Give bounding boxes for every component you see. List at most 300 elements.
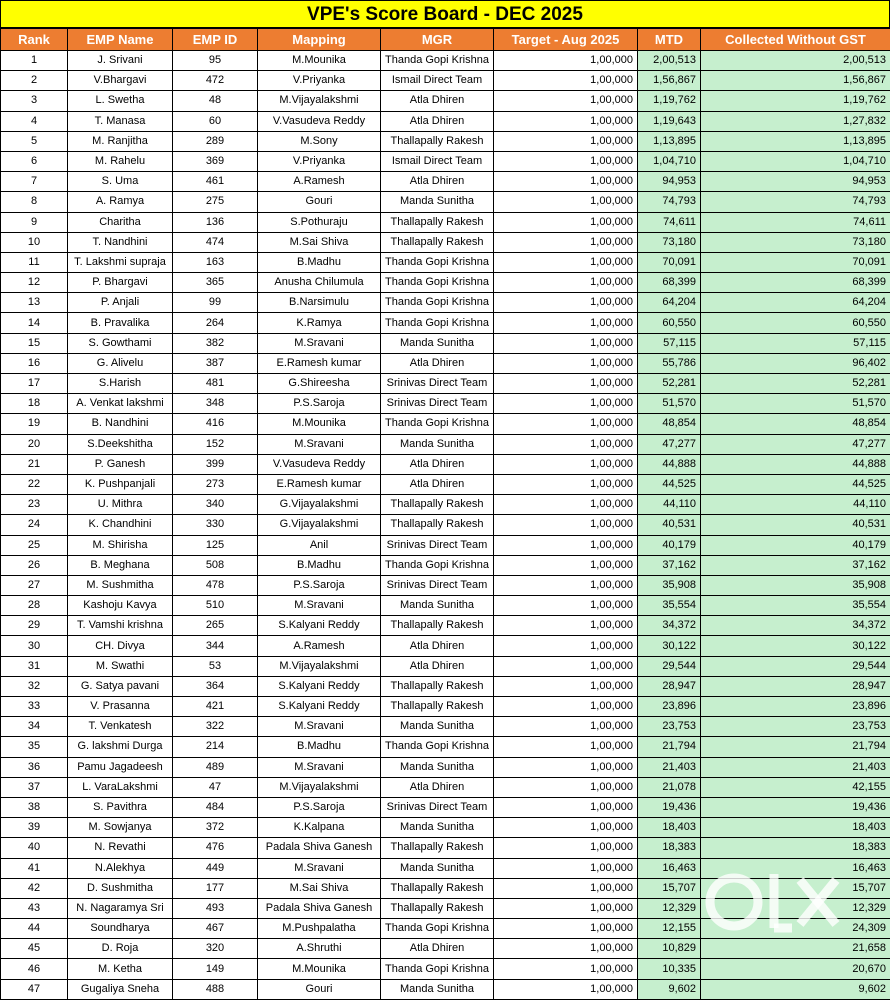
cell-emp-id: 489 [173, 757, 258, 777]
cell-mapping: V.Priyanka [258, 151, 381, 171]
table-row [1, 656, 890, 676]
cell-emp-name: V. Prasanna [68, 697, 173, 717]
cell-emp-name: L. VaraLakshmi [68, 777, 173, 797]
table-row [1, 818, 890, 838]
cell-rank: 40 [1, 838, 68, 858]
cell-collected: 20,670 [701, 959, 890, 979]
cell-mtd: 40,531 [638, 515, 701, 535]
cell-emp-name: Kashoju Kavya [68, 596, 173, 616]
cell-mtd: 21,794 [638, 737, 701, 757]
cell-collected: 40,531 [701, 515, 890, 535]
table-row [1, 616, 890, 636]
cell-emp-name: B. Nandhini [68, 414, 173, 434]
cell-emp-name: K. Pushpanjali [68, 474, 173, 494]
cell-mapping: Anusha Chilumula [258, 273, 381, 293]
cell-emp-name: M. Sushmitha [68, 575, 173, 595]
cell-mapping: M.Sravani [258, 757, 381, 777]
score-table [0, 28, 890, 1000]
cell-rank: 26 [1, 555, 68, 575]
cell-mgr: Thanda Gopi Krishna [381, 737, 494, 757]
cell-collected: 1,13,895 [701, 131, 890, 151]
cell-mapping: K.Kalpana [258, 818, 381, 838]
cell-target: 1,00,000 [494, 111, 638, 131]
cell-mtd: 21,078 [638, 777, 701, 797]
cell-target: 1,00,000 [494, 434, 638, 454]
cell-emp-name: L. Swetha [68, 91, 173, 111]
table-row [1, 515, 890, 535]
cell-mtd: 51,570 [638, 394, 701, 414]
table-row [1, 979, 890, 999]
cell-emp-name: T. Nandhini [68, 232, 173, 252]
cell-rank: 10 [1, 232, 68, 252]
cell-mapping: E.Ramesh kumar [258, 474, 381, 494]
cell-rank: 38 [1, 797, 68, 817]
cell-collected: 51,570 [701, 394, 890, 414]
cell-target: 1,00,000 [494, 959, 638, 979]
cell-rank: 30 [1, 636, 68, 656]
cell-mapping: M.Mounika [258, 959, 381, 979]
table-row [1, 151, 890, 171]
cell-emp-id: 369 [173, 151, 258, 171]
cell-mgr: Manda Sunitha [381, 979, 494, 999]
cell-target: 1,00,000 [494, 293, 638, 313]
cell-mtd: 60,550 [638, 313, 701, 333]
cell-emp-id: 365 [173, 273, 258, 293]
cell-collected: 30,122 [701, 636, 890, 656]
cell-collected: 68,399 [701, 273, 890, 293]
cell-mgr: Thallapally Rakesh [381, 515, 494, 535]
cell-mtd: 73,180 [638, 232, 701, 252]
cell-mtd: 1,04,710 [638, 151, 701, 171]
cell-mtd: 40,179 [638, 535, 701, 555]
cell-mgr: Manda Sunitha [381, 434, 494, 454]
table-row [1, 91, 890, 111]
cell-mapping: M.Sravani [258, 333, 381, 353]
cell-rank: 18 [1, 394, 68, 414]
cell-mgr: Thanda Gopi Krishna [381, 555, 494, 575]
cell-rank: 14 [1, 313, 68, 333]
cell-mapping: E.Ramesh kumar [258, 353, 381, 373]
cell-rank: 34 [1, 717, 68, 737]
cell-mtd: 64,204 [638, 293, 701, 313]
cell-mapping: Anil [258, 535, 381, 555]
cell-mgr: Atla Dhiren [381, 474, 494, 494]
cell-collected: 64,204 [701, 293, 890, 313]
cell-collected: 34,372 [701, 616, 890, 636]
cell-collected: 57,115 [701, 333, 890, 353]
cell-mapping: M.Sravani [258, 434, 381, 454]
cell-mtd: 47,277 [638, 434, 701, 454]
cell-rank: 41 [1, 858, 68, 878]
cell-emp-name: V.Bhargavi [68, 71, 173, 91]
cell-target: 1,00,000 [494, 878, 638, 898]
cell-emp-name: B. Meghana [68, 555, 173, 575]
table-row [1, 313, 890, 333]
cell-mgr: Srinivas Direct Team [381, 575, 494, 595]
cell-collected: 18,383 [701, 838, 890, 858]
cell-emp-id: 476 [173, 838, 258, 858]
cell-target: 1,00,000 [494, 212, 638, 232]
cell-emp-name: A. Ramya [68, 192, 173, 212]
cell-mapping: M.Vijayalakshmi [258, 777, 381, 797]
cell-emp-name: S. Uma [68, 172, 173, 192]
cell-emp-id: 322 [173, 717, 258, 737]
cell-collected: 29,544 [701, 656, 890, 676]
cell-collected: 24,309 [701, 919, 890, 939]
cell-mgr: Thallapally Rakesh [381, 898, 494, 918]
cell-mgr: Srinivas Direct Team [381, 797, 494, 817]
cell-target: 1,00,000 [494, 777, 638, 797]
cell-rank: 8 [1, 192, 68, 212]
cell-rank: 7 [1, 172, 68, 192]
cell-mapping: G.Vijayalakshmi [258, 495, 381, 515]
cell-emp-id: 421 [173, 697, 258, 717]
table-row [1, 293, 890, 313]
table-row [1, 333, 890, 353]
table-row [1, 495, 890, 515]
table-row [1, 676, 890, 696]
table-row [1, 212, 890, 232]
cell-emp-id: 364 [173, 676, 258, 696]
cell-rank: 4 [1, 111, 68, 131]
cell-rank: 24 [1, 515, 68, 535]
cell-emp-name: G. Satya pavani [68, 676, 173, 696]
cell-mtd: 57,115 [638, 333, 701, 353]
cell-collected: 1,27,832 [701, 111, 890, 131]
cell-collected: 1,56,867 [701, 71, 890, 91]
cell-target: 1,00,000 [494, 414, 638, 434]
cell-emp-id: 53 [173, 656, 258, 676]
table-row [1, 757, 890, 777]
cell-emp-id: 136 [173, 212, 258, 232]
cell-collected: 1,04,710 [701, 151, 890, 171]
cell-rank: 29 [1, 616, 68, 636]
cell-mtd: 23,896 [638, 697, 701, 717]
cell-mapping: S.Pothuraju [258, 212, 381, 232]
cell-mtd: 30,122 [638, 636, 701, 656]
cell-mtd: 12,329 [638, 898, 701, 918]
cell-collected: 1,19,762 [701, 91, 890, 111]
cell-mgr: Manda Sunitha [381, 757, 494, 777]
cell-mgr: Thallapally Rakesh [381, 697, 494, 717]
cell-target: 1,00,000 [494, 858, 638, 878]
table-row [1, 777, 890, 797]
table-row [1, 596, 890, 616]
cell-mapping: V.Vasudeva Reddy [258, 111, 381, 131]
cell-collected: 35,554 [701, 596, 890, 616]
cell-target: 1,00,000 [494, 636, 638, 656]
cell-emp-id: 467 [173, 919, 258, 939]
cell-target: 1,00,000 [494, 919, 638, 939]
cell-mapping: Gouri [258, 979, 381, 999]
cell-collected: 74,793 [701, 192, 890, 212]
cell-collected: 12,329 [701, 898, 890, 918]
cell-mgr: Thanda Gopi Krishna [381, 273, 494, 293]
cell-collected: 28,947 [701, 676, 890, 696]
cell-target: 1,00,000 [494, 515, 638, 535]
cell-mtd: 74,611 [638, 212, 701, 232]
cell-target: 1,00,000 [494, 898, 638, 918]
cell-emp-name: Soundharya [68, 919, 173, 939]
cell-emp-id: 416 [173, 414, 258, 434]
cell-collected: 73,180 [701, 232, 890, 252]
cell-rank: 5 [1, 131, 68, 151]
cell-rank: 27 [1, 575, 68, 595]
cell-target: 1,00,000 [494, 131, 638, 151]
cell-emp-name: P. Anjali [68, 293, 173, 313]
cell-emp-name: D. Sushmitha [68, 878, 173, 898]
cell-mtd: 55,786 [638, 353, 701, 373]
cell-emp-name: P. Bhargavi [68, 273, 173, 293]
cell-rank: 17 [1, 374, 68, 394]
cell-emp-id: 275 [173, 192, 258, 212]
cell-mgr: Atla Dhiren [381, 454, 494, 474]
cell-collected: 44,525 [701, 474, 890, 494]
cell-emp-name: G. Alivelu [68, 353, 173, 373]
cell-target: 1,00,000 [494, 232, 638, 252]
cell-mtd: 15,707 [638, 878, 701, 898]
cell-mgr: Thallapally Rakesh [381, 616, 494, 636]
cell-mgr: Thanda Gopi Krishna [381, 959, 494, 979]
cell-rank: 20 [1, 434, 68, 454]
table-row [1, 737, 890, 757]
table-row [1, 575, 890, 595]
cell-collected: 35,908 [701, 575, 890, 595]
cell-mtd: 44,888 [638, 454, 701, 474]
cell-emp-id: 95 [173, 51, 258, 71]
cell-emp-name: U. Mithra [68, 495, 173, 515]
cell-collected: 40,179 [701, 535, 890, 555]
cell-target: 1,00,000 [494, 51, 638, 71]
table-body [1, 51, 890, 1000]
cell-emp-id: 510 [173, 596, 258, 616]
cell-rank: 43 [1, 898, 68, 918]
cell-mgr: Manda Sunitha [381, 818, 494, 838]
table-row [1, 232, 890, 252]
cell-emp-id: 152 [173, 434, 258, 454]
cell-target: 1,00,000 [494, 616, 638, 636]
table-row [1, 111, 890, 131]
cell-mapping: S.Kalyani Reddy [258, 676, 381, 696]
cell-mgr: Thanda Gopi Krishna [381, 414, 494, 434]
cell-mgr: Atla Dhiren [381, 939, 494, 959]
cell-rank: 25 [1, 535, 68, 555]
cell-mtd: 18,403 [638, 818, 701, 838]
column-header-mgr: MGR [381, 29, 494, 51]
cell-emp-id: 372 [173, 818, 258, 838]
cell-mapping: M.Vijayalakshmi [258, 656, 381, 676]
cell-mgr: Thanda Gopi Krishna [381, 919, 494, 939]
cell-emp-name: T. Lakshmi supraja [68, 252, 173, 272]
cell-collected: 18,403 [701, 818, 890, 838]
column-header-mapping: Mapping [258, 29, 381, 51]
cell-emp-id: 382 [173, 333, 258, 353]
cell-emp-id: 265 [173, 616, 258, 636]
cell-mapping: M.Sai Shiva [258, 878, 381, 898]
cell-mapping: V.Priyanka [258, 71, 381, 91]
cell-mgr: Manda Sunitha [381, 858, 494, 878]
cell-emp-id: 47 [173, 777, 258, 797]
cell-mgr: Thallapally Rakesh [381, 676, 494, 696]
cell-mapping: V.Vasudeva Reddy [258, 454, 381, 474]
cell-mapping: Gouri [258, 192, 381, 212]
table-row [1, 394, 890, 414]
cell-mgr: Thallapally Rakesh [381, 212, 494, 232]
cell-emp-id: 474 [173, 232, 258, 252]
cell-target: 1,00,000 [494, 474, 638, 494]
cell-mgr: Thallapally Rakesh [381, 495, 494, 515]
cell-mapping: P.S.Saroja [258, 575, 381, 595]
cell-mtd: 28,947 [638, 676, 701, 696]
cell-target: 1,00,000 [494, 757, 638, 777]
table-row [1, 252, 890, 272]
cell-collected: 2,00,513 [701, 51, 890, 71]
cell-mtd: 29,544 [638, 656, 701, 676]
table-row [1, 797, 890, 817]
cell-emp-id: 340 [173, 495, 258, 515]
cell-mtd: 2,00,513 [638, 51, 701, 71]
cell-target: 1,00,000 [494, 939, 638, 959]
table-row [1, 636, 890, 656]
cell-rank: 33 [1, 697, 68, 717]
column-header-target: Target - Aug 2025 [494, 29, 638, 51]
cell-target: 1,00,000 [494, 313, 638, 333]
cell-rank: 9 [1, 212, 68, 232]
cell-mtd: 23,753 [638, 717, 701, 737]
cell-mapping: M.Mounika [258, 414, 381, 434]
cell-emp-name: T. Vamshi krishna [68, 616, 173, 636]
cell-emp-name: CH. Divya [68, 636, 173, 656]
cell-target: 1,00,000 [494, 333, 638, 353]
cell-target: 1,00,000 [494, 555, 638, 575]
cell-emp-name: M. Ketha [68, 959, 173, 979]
cell-rank: 11 [1, 252, 68, 272]
cell-emp-id: 484 [173, 797, 258, 817]
cell-rank: 45 [1, 939, 68, 959]
cell-mgr: Manda Sunitha [381, 596, 494, 616]
cell-mapping: M.Mounika [258, 51, 381, 71]
cell-collected: 21,794 [701, 737, 890, 757]
cell-mgr: Srinivas Direct Team [381, 394, 494, 414]
cell-mgr: Atla Dhiren [381, 777, 494, 797]
cell-emp-name: P. Ganesh [68, 454, 173, 474]
cell-emp-name: J. Srivani [68, 51, 173, 71]
cell-target: 1,00,000 [494, 838, 638, 858]
cell-rank: 12 [1, 273, 68, 293]
cell-rank: 42 [1, 878, 68, 898]
cell-target: 1,00,000 [494, 374, 638, 394]
table-row [1, 172, 890, 192]
cell-mgr: Atla Dhiren [381, 172, 494, 192]
cell-mtd: 10,829 [638, 939, 701, 959]
table-row [1, 939, 890, 959]
cell-mapping: Padala Shiva Ganesh [258, 838, 381, 858]
cell-target: 1,00,000 [494, 979, 638, 999]
cell-emp-id: 472 [173, 71, 258, 91]
cell-mtd: 44,525 [638, 474, 701, 494]
cell-rank: 44 [1, 919, 68, 939]
cell-mtd: 68,399 [638, 273, 701, 293]
cell-mapping: A.Ramesh [258, 172, 381, 192]
cell-mgr: Manda Sunitha [381, 192, 494, 212]
column-header-emp-name: EMP Name [68, 29, 173, 51]
cell-mgr: Ismail Direct Team [381, 151, 494, 171]
cell-rank: 46 [1, 959, 68, 979]
cell-emp-id: 177 [173, 878, 258, 898]
cell-collected: 44,110 [701, 495, 890, 515]
cell-emp-name: B. Pravalika [68, 313, 173, 333]
cell-emp-id: 399 [173, 454, 258, 474]
cell-mapping: M.Pushpalatha [258, 919, 381, 939]
cell-mtd: 1,13,895 [638, 131, 701, 151]
table-row [1, 414, 890, 434]
cell-mtd: 74,793 [638, 192, 701, 212]
cell-rank: 1 [1, 51, 68, 71]
cell-collected: 48,854 [701, 414, 890, 434]
cell-mgr: Atla Dhiren [381, 91, 494, 111]
table-row [1, 919, 890, 939]
cell-emp-name: N. Revathi [68, 838, 173, 858]
cell-emp-name: Pamu Jagadeesh [68, 757, 173, 777]
cell-mapping: G.Shireesha [258, 374, 381, 394]
cell-mtd: 70,091 [638, 252, 701, 272]
cell-collected: 94,953 [701, 172, 890, 192]
cell-emp-id: 289 [173, 131, 258, 151]
cell-rank: 47 [1, 979, 68, 999]
cell-emp-id: 344 [173, 636, 258, 656]
cell-emp-name: G. lakshmi Durga [68, 737, 173, 757]
cell-mgr: Thallapally Rakesh [381, 838, 494, 858]
cell-rank: 21 [1, 454, 68, 474]
cell-emp-id: 508 [173, 555, 258, 575]
cell-target: 1,00,000 [494, 596, 638, 616]
cell-emp-id: 99 [173, 293, 258, 313]
cell-emp-id: 264 [173, 313, 258, 333]
cell-emp-id: 320 [173, 939, 258, 959]
cell-collected: 15,707 [701, 878, 890, 898]
cell-mgr: Manda Sunitha [381, 333, 494, 353]
cell-collected: 74,611 [701, 212, 890, 232]
cell-mapping: M.Sravani [258, 596, 381, 616]
cell-emp-id: 273 [173, 474, 258, 494]
cell-mapping: S.Kalyani Reddy [258, 697, 381, 717]
cell-target: 1,00,000 [494, 717, 638, 737]
cell-target: 1,00,000 [494, 676, 638, 696]
cell-mtd: 10,335 [638, 959, 701, 979]
cell-rank: 31 [1, 656, 68, 676]
cell-target: 1,00,000 [494, 252, 638, 272]
cell-emp-name: N.Alekhya [68, 858, 173, 878]
table-row [1, 717, 890, 737]
cell-emp-name: M. Sowjanya [68, 818, 173, 838]
cell-mgr: Atla Dhiren [381, 656, 494, 676]
cell-mgr: Thanda Gopi Krishna [381, 293, 494, 313]
cell-rank: 3 [1, 91, 68, 111]
cell-rank: 2 [1, 71, 68, 91]
cell-collected: 47,277 [701, 434, 890, 454]
cell-emp-id: 481 [173, 374, 258, 394]
column-header-rank: Rank [1, 29, 68, 51]
cell-emp-name: S. Gowthami [68, 333, 173, 353]
cell-mtd: 19,436 [638, 797, 701, 817]
cell-target: 1,00,000 [494, 394, 638, 414]
cell-mgr: Ismail Direct Team [381, 71, 494, 91]
cell-collected: 21,403 [701, 757, 890, 777]
column-header-mtd: MTD [638, 29, 701, 51]
cell-mtd: 35,908 [638, 575, 701, 595]
cell-mtd: 1,56,867 [638, 71, 701, 91]
column-header-collected: Collected Without GST [701, 29, 890, 51]
